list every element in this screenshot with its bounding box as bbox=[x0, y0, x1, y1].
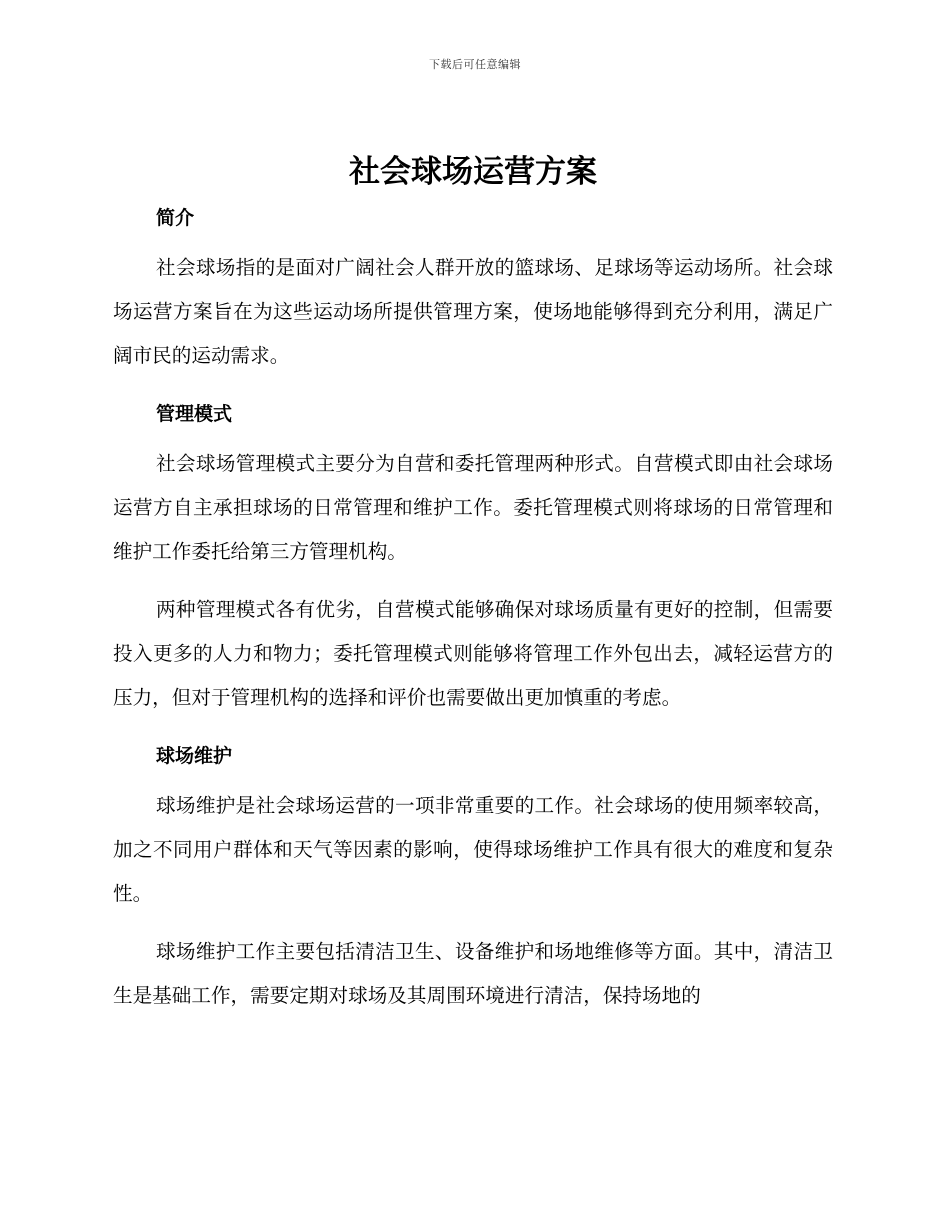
paragraph: 球场维护是社会球场运营的一项非常重要的工作。社会球场的使用频率较高，加之不同用户群体和天气等因素的影响，使得球场维护工作具有很大的难度和复杂性。 bbox=[113, 794, 833, 905]
paragraph: 两种管理模式各有优劣，自营模式能够确保对球场质量有更好的控制，但需要投入更多的人力和物力；委托管理模式则能够将管理工作外包出去，减轻运营方的压力，但对于管理机构的选择和评价也需要做出更加慎重的考虑。 bbox=[113, 598, 833, 709]
paragraph: 球场维护工作主要包括清洁卫生、设备维护和场地维修等方面。其中，清洁卫生是基础工作，需要定期对球场及其周围环境进行清洁，保持场地的 bbox=[113, 940, 833, 1007]
paragraph: 社会球场指的是面对广阔社会人群开放的篮球场、足球场等运动场所。社会球场运营方案旨在为这些运动场所提供管理方案，使场地能够得到充分利用，满足广阔市民的运动需求。 bbox=[113, 256, 833, 367]
header-note: 下载后可任意编辑 bbox=[429, 58, 521, 71]
section-heading-intro: 简介 bbox=[156, 207, 195, 229]
section-court-maintenance bbox=[113, 736, 833, 1018]
section-intro bbox=[113, 198, 833, 378]
section-heading-court-maintenance: 球场维护 bbox=[156, 745, 233, 767]
paragraph: 社会球场管理模式主要分为自营和委托管理两种形式。自营模式即由社会球场运营方自主承担球场的日常管理和维护工作。委托管理模式则将球场的日常管理和维护工作委托给第三方管理机构。 bbox=[113, 452, 833, 563]
section-heading-management-mode: 管理模式 bbox=[156, 403, 233, 425]
document-body bbox=[113, 150, 833, 1018]
document-title: 社会球场运营方案 bbox=[349, 154, 597, 190]
section-management-mode bbox=[113, 394, 833, 720]
